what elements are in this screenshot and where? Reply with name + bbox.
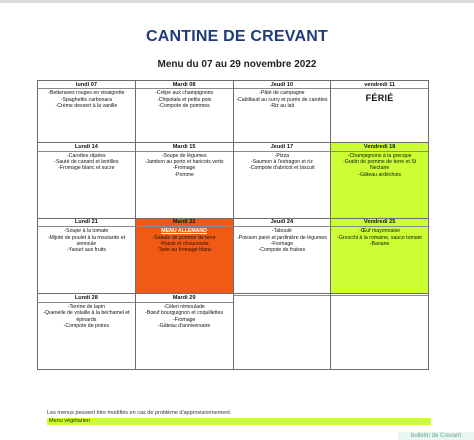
- day-cell: [38, 294, 136, 370]
- day-cell: [331, 143, 429, 219]
- menu-item: -Pâté de campagne: [259, 90, 305, 97]
- day-header: Mardi 29: [136, 294, 233, 302]
- day-header: Lundi 21: [38, 219, 135, 227]
- week-row: [38, 81, 429, 143]
- menu-item: -Carottes râpées: [67, 152, 106, 159]
- holiday-label: FÉRIÉ: [365, 93, 394, 104]
- menu-item: -Banane: [369, 240, 390, 247]
- menu-item: -Riz au lait: [269, 103, 295, 110]
- day-header: Mardi 22: [136, 219, 233, 227]
- menu-item: -Sauté de canard et lentilles: [54, 158, 119, 165]
- menu-item: -Chipolata et petits pois: [157, 96, 212, 103]
- menu-item: -Gâteau ardéchois: [358, 171, 401, 178]
- menu-item: -Champignons à la grecque: [347, 152, 412, 159]
- menu-item: -Compote d'abricot et biscuit: [249, 165, 315, 172]
- menu-item: -Soupe de légumes: [161, 152, 207, 159]
- menu-item: -Fromage blanc et sucre: [58, 165, 115, 172]
- menu-item: -Taboulé: [271, 228, 292, 235]
- menu-item: -Poisson pané et jardinière de légumes: [236, 234, 327, 241]
- vegetarian-legend-band: [47, 418, 431, 425]
- week-row: [38, 294, 429, 370]
- day-header: Jeudi 24: [234, 219, 331, 227]
- day-cell: [331, 81, 429, 143]
- day-cell: [135, 294, 233, 370]
- menu-item: -Bœuf bourguignon et coquillettes: [145, 310, 224, 317]
- day-header: Lundi 28: [38, 294, 135, 302]
- day-cell: [135, 143, 233, 219]
- day-cell: [233, 218, 331, 294]
- menu-item: -Saumon à l'estragon et riz: [250, 158, 313, 165]
- menu-item: -Quenelle de volaille à la béchamel et épinards: [43, 310, 130, 323]
- day-header: [331, 294, 428, 296]
- menu-item: -Pomme: [174, 171, 194, 178]
- day-header: Mardi 08: [136, 81, 233, 89]
- menu-item: -Fromage: [172, 316, 196, 323]
- menu-item: -Yaourt aux fruits: [66, 247, 106, 254]
- menu-item: -Compote de fraises: [258, 247, 306, 254]
- day-header: Vendredi 25: [331, 219, 428, 227]
- day-header: [234, 294, 331, 296]
- day-cell: [38, 143, 136, 219]
- menu-item: -Tarte au fromage blanc: [156, 247, 212, 254]
- menu-item: -Spaghettis carbonara: [60, 96, 112, 103]
- week-row: [38, 143, 429, 219]
- day-cell: [135, 81, 233, 143]
- day-header: Jeudi 10: [234, 81, 331, 89]
- week-row: [38, 218, 429, 294]
- menu-item: -Gâteau d'anniversaire: [157, 323, 211, 329]
- day-cell: [331, 294, 429, 370]
- stamp-watermark: bulletin de Crevant: [398, 432, 474, 440]
- day-cell: [233, 294, 331, 370]
- day-cell: [331, 218, 429, 294]
- day-cell: [38, 81, 136, 143]
- menu-table: [37, 80, 429, 370]
- day-header: Vendredi 18: [331, 143, 428, 151]
- day-header: Mardi 15: [136, 143, 233, 151]
- menu-item: -Crêpe aux champignons: [155, 90, 214, 97]
- vegetarian-legend-label: Menu végétarien: [49, 418, 90, 424]
- menu-item: -Terrine de lapin: [67, 303, 105, 310]
- day-header: Jeudi 17: [234, 143, 331, 151]
- day-header: lundi 07: [38, 81, 135, 89]
- day-header: vendredi 11: [331, 81, 428, 89]
- menu-item: -Cabillaud au curry et purée de carottes: [236, 96, 328, 103]
- menu-item: -Mijoté de poulet à la moutarde et semoule: [47, 234, 126, 247]
- menu-item: -Knack et choucroute: [159, 240, 209, 247]
- footnote: Les menus peuvent être modifiés en cas de problème d'approvisionnement.: [47, 410, 232, 416]
- menu-item: -Gratin de pomme de terre et St Nectaire: [343, 158, 417, 172]
- day-cell: [233, 81, 331, 143]
- day-cell: [135, 218, 233, 294]
- menu-item: -Pizza: [274, 152, 290, 159]
- page-title: CANTINE DE CREVANT: [146, 28, 328, 45]
- menu-item: -Betteraves rouges en vinaigrette: [48, 90, 125, 97]
- menu-item: -Fromage: [270, 240, 294, 247]
- menu-item: -Compote de pommes: [158, 103, 210, 110]
- menu-item: -Salade de pomme de terre: [152, 234, 216, 241]
- menu-item: -Gnocchi à la romaine, sauce tomate: [337, 234, 423, 241]
- menu-item: -Fromage: [172, 165, 196, 172]
- menu-item: -Jambon au porto et haricots verts: [144, 158, 224, 165]
- day-cell: [38, 218, 136, 294]
- top-rule: [0, 0, 474, 3]
- menu-item: MENU ALLEMAND: [161, 228, 207, 235]
- menu-item: -Compote de poires: [63, 323, 110, 329]
- page-subtitle: Menu du 07 au 29 novembre 2022: [157, 59, 317, 70]
- menu-item: -Œuf mayonnaise: [359, 228, 400, 235]
- day-header: Lundi 14: [38, 143, 135, 151]
- menu-item: -Céleri rémoulade: [163, 303, 205, 310]
- menu-item: -Crème dessert à la vanille: [55, 103, 118, 110]
- day-cell: [233, 143, 331, 219]
- menu-item: -Soupe à la tomate: [64, 228, 109, 235]
